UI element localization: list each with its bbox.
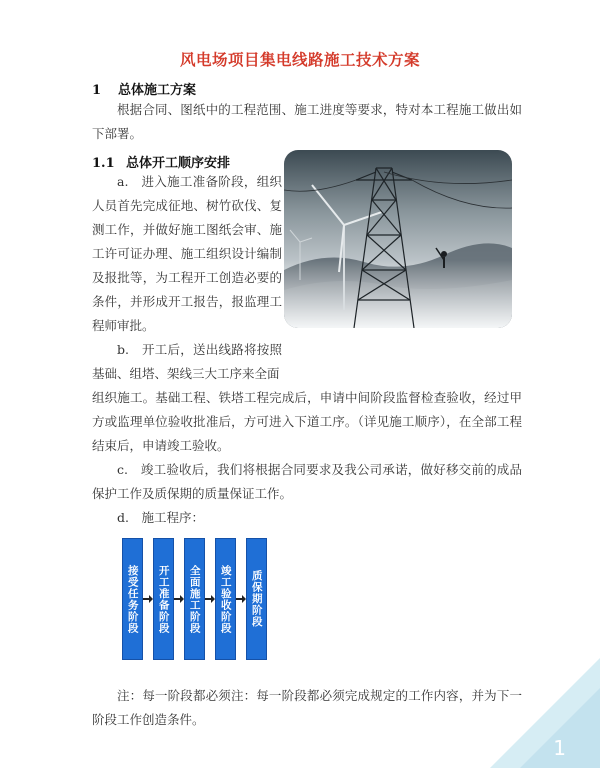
paragraph-a: a. 进入施工准备阶段，组织人员首先完成征地、树竹砍伐、复测工作，并做好施工图纸会审、施工许可证办理、施工组织设计编制及报批等，为工程开工创造必要的条件，并形成开工报告，报监理工程师审批。: [92, 174, 282, 333]
photo-wind-turbine-tower: [284, 150, 512, 328]
flow-step-accept-task: 接受任务阶段: [122, 538, 143, 660]
paragraph-b-start: b. 开工后，送出线路将按照基础、组塔、架线三大工序来全面: [92, 342, 282, 381]
arrow-right-icon: [205, 595, 215, 603]
document-title: 风电场项目集电线路施工技术方案: [179, 51, 420, 69]
flow-step-start-prep: 开工准备阶段: [153, 538, 174, 660]
intro-paragraph: 根据合同、图纸中的工程范围、施工进度等要求，特对本工程施工做出如下部署。: [92, 102, 522, 141]
paragraph-d: d. 施工程序：: [117, 510, 204, 525]
paragraph-c: c. 竣工验收后，我们将根据合同要求及我公司承诺，做好移交前的成品保护工作及质保期的质量保证工作。: [92, 462, 522, 501]
arrow-right-icon: [236, 595, 246, 603]
section-title: 总体施工方案: [118, 83, 197, 98]
flow-step-full-construction: 全面施工阶段: [184, 538, 205, 660]
paragraph-b-continued: 组织施工。基础工程、铁塔工程完成后，申请中间阶段监督检查验收，经过甲方或监理单位验收批准后，方可进入下道工序。（详见施工顺序），在全部工程结束后，申请竣工验收。: [92, 390, 522, 453]
section-1-1-heading: [92, 152, 230, 171]
note-paragraph: 注：每一阶段都必须注：每一阶段都必须完成规定的工作内容，并为下一阶段工作创造条件。: [92, 688, 522, 727]
flow-step-completion-acceptance: 竣工验收阶段: [215, 538, 236, 660]
subsection-number: 1.1: [92, 156, 115, 171]
section-number: 1: [92, 83, 102, 98]
arrow-right-icon: [174, 595, 184, 603]
page-corner-decoration: [490, 658, 600, 768]
page-number: 1: [553, 736, 566, 760]
construction-flowchart: [122, 538, 272, 662]
arrow-right-icon: [143, 595, 153, 603]
section-1-heading: [92, 79, 196, 98]
flow-step-warranty: 质保期阶段: [246, 538, 267, 660]
subsection-title: 总体开工顺序安排: [126, 156, 231, 171]
